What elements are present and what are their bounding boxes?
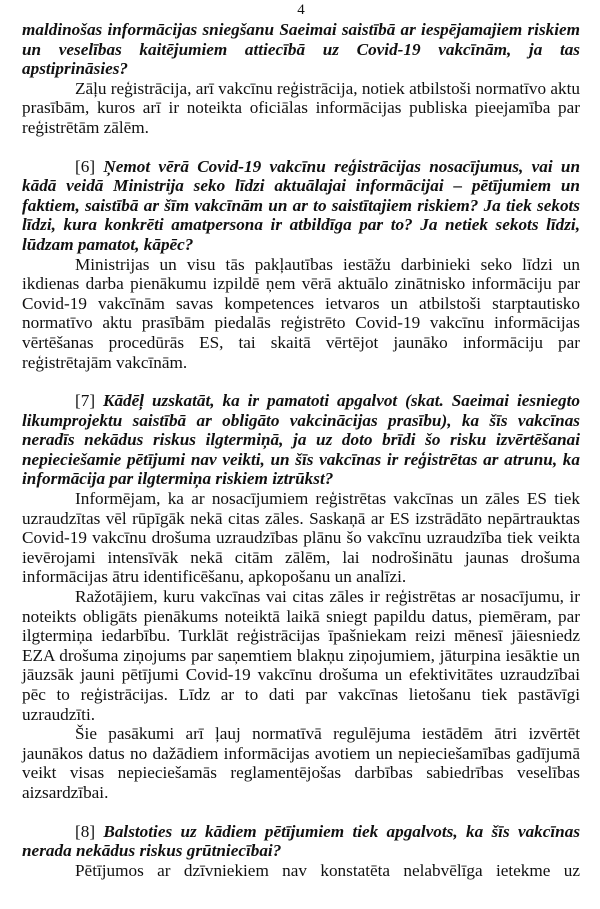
question-continuation: maldinošas informācijas sniegšanu Saeimai saistībā ar iespējamajiem riskiem un veselības kaitējumiem attiecībā uz Covid-19 vakcīnām, ja tas apstiprināsies?	[22, 20, 580, 79]
section-gap	[22, 138, 580, 157]
question-number: [7]	[75, 391, 96, 411]
answer-paragraph: Informējam, ka ar nosacījumiem reģistrētas vakcīnas un zāles ES tiek uzraudzītas vēl rūpīgāk nekā citas zāles. Saskaņā ar ES izstrādāto nepārtrauktas Covid-19 vakcīnu drošuma uzraudzības plānu šo vakcīnu uzraudzība tiek veikta ievērojami intensīvāk nekā citām zālēm, lai nodrošinātu jaunas drošuma informācijas ātru identificēšanu, apkopošanu un analīzi.	[22, 489, 580, 587]
question-7	[22, 391, 580, 489]
question-text: Ņemot vērā Covid-19 vakcīnu reģistrācijas nosacījumus, vai un kādā veidā Ministrija seko līdzi aktuālajai informācijai – pētījumiem un faktiem, saistībā ar šīm vakcīnām un ar to saistītajiem riskiem? Ja tiek sekots līdzi, kura konkrēti amatpersona ir atbildīga par to? Ja netiek sekots līdzi, lūdzam pamatot, kāpēc?	[22, 156, 581, 254]
answer-paragraph: Ministrijas un visu tās pakļautības iestāžu darbinieki seko līdzi un ikdienas darba pienākumu izpildē ņem vērā aktuālo zinātnisko informāciju par Covid-19 vakcīnām savas kompetences ietvaros un atbilstoši starptautisko normatīvo aktu prasībām piedalās reģistrēto Covid-19 vakcīnu informācijas vērtēšanas procedūrās ES, tai skaitā vērtējot jaunāko informāciju par reģistrētajām vakcīnām.	[22, 254, 580, 372]
answer-paragraph: Šie pasākumi arī ļauj normatīvā regulējuma iestādēm ātri izvērtēt jaunākos datus no dažādiem informācijas avotiem un nepieciešamības gadījumā veikt visas nepieciešamās reglamentējošas darbības sabiedrības veselības aizsardzībai.	[22, 724, 580, 802]
question-6	[22, 157, 580, 255]
question-8	[22, 822, 580, 861]
document-page	[22, 0, 580, 880]
question-text: Kādēļ uzskatāt, ka ir pamatoti apgalvot (skat. Saeimai iesniegto likumprojektu saistībā ar obligāto vakcinācijas prasību), ka šīs vakcīnas neradīs nekādus riskus ilgtermiņā, ja uz doto brīdi šo risku izvērtēšanai nepieciešamie pētījumi nav veikti, un šīs vakcīnas ir reģistrētas ar atrunu, ka informācija par ilgtermiņa riskiem iztrūkst?	[22, 391, 581, 489]
page-number: 4	[297, 2, 305, 18]
question-number: [6]	[75, 156, 96, 176]
answer-paragraph: Ražotājiem, kuru vakcīnas vai citas zāles ir reģistrētas ar nosacījumu, ir noteikts obligāts pienākums noteiktā laikā sniegt papildu datus, piemēram, par ilgtermiņa iedarbību. Turklāt reģistrācijas īpašniekam reizi mēnesī jāiesniedz EZA drošuma ziņojums par saņemtiem blakņu ziņojumiem, jāturpina iesāktie un jāuzsāk jauni pētījumi Covid-19 vakcīnu drošuma un efektivitātes uzraudzībai pēc to reģistrācijas. Līdz ar to dati par vakcīnas lietošanu tiek pastāvīgi uzraudzīti.	[22, 587, 580, 724]
question-text: Balstoties uz kādiem pētījumiem tiek apgalvots, ka šīs vakcīnas nerada nekādus riskus grūtniecībai?	[22, 821, 581, 861]
question-number: [8]	[75, 821, 96, 841]
answer-paragraph: Pētījumos ar dzīvniekiem nav konstatēta nelabvēlīga ietekme uz	[75, 860, 580, 880]
answer-paragraph: Zāļu reģistrācija, arī vakcīnu reģistrācija, notiek atbilstoši normatīvo aktu prasībām, kuros arī ir noteikta oficiālas informācijas publiska pieejamība par reģistrētām zālēm.	[22, 78, 580, 137]
section-gap	[22, 372, 580, 391]
section-gap	[22, 803, 580, 822]
